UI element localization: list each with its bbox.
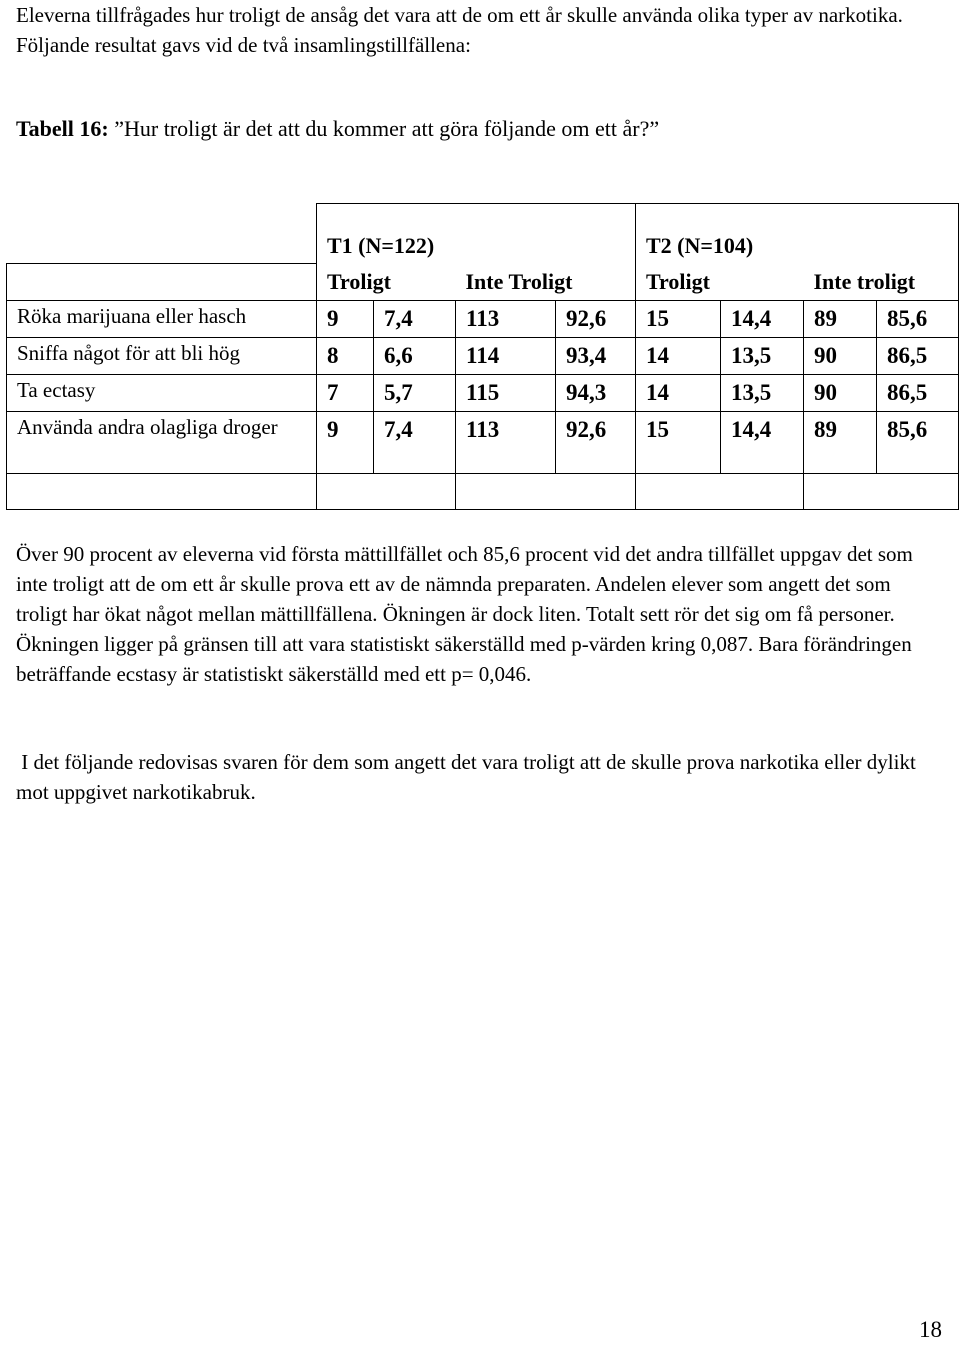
table-cell: 13,5 [721, 374, 804, 411]
table-cell: 15 [636, 300, 721, 337]
table-cell: 9 [317, 411, 374, 473]
table-cell: 113 [456, 300, 556, 337]
subheader-t1-troligt: Troligt [317, 264, 456, 301]
table-row [7, 374, 959, 411]
intro-paragraph: Eleverna tillfrågades hur troligt de ansåg det vara att de om ett år skulle använda olika typer av narkotika. Följande resultat gavs vid de två insamlingstillfällena: [16, 3, 903, 57]
table-cell: 90 [804, 337, 877, 374]
table-row [7, 337, 959, 374]
table-cell: 7,4 [374, 411, 456, 473]
table-cell: 14,4 [721, 300, 804, 337]
table-cell: 6,6 [374, 337, 456, 374]
table-caption [16, 114, 946, 144]
body-paragraph-2: I det följande redovisas svaren för dem som angett det vara troligt att de skulle prova narkotika eller dylikt mot uppgivet narkotikabruk. [16, 750, 922, 804]
row-label: Använda andra olagliga droger [7, 411, 317, 473]
table-cell: 92,6 [556, 411, 636, 473]
table-cell: 89 [804, 300, 877, 337]
body-paragraph-1: Över 90 procent av eleverna vid första mättillfället och 85,6 procent vid det andra tillfället uppgav det som inte troligt att de om ett år skulle prova ett av de nämnda preparaten. Andelen elever som angett det som troligt har ökat något mellan mättillfällena. Ökningen är dock liten. Totalt sett rör det sig om få personer. Ökningen ligger på gränsen till att vara statistiskt säkerställd med p-värden kring 0,087. Bara förändringen beträffande ecstasy är statistiskt säkerställd med ett p= 0,046. [16, 542, 913, 686]
table-cell: 8 [317, 337, 374, 374]
table-cell: 5,7 [374, 374, 456, 411]
table-cell: 93,4 [556, 337, 636, 374]
table-cell: 7 [317, 374, 374, 411]
table-subheader-row [7, 264, 959, 301]
subheader-t2-inte-troligt: Inte troligt [804, 264, 959, 301]
table-row [7, 411, 959, 473]
table-cell: 9 [317, 300, 374, 337]
subheader-t2-troligt: Troligt [636, 264, 804, 301]
table-row [7, 300, 959, 337]
table-cell: 114 [456, 337, 556, 374]
table-cell: 14 [636, 374, 721, 411]
table-caption-label: Tabell 16: [16, 116, 109, 141]
table-cell: 14 [636, 337, 721, 374]
table-group-header-row [7, 204, 959, 264]
table-cell: 7,4 [374, 300, 456, 337]
table-empty-row [7, 473, 959, 509]
table-cell: 115 [456, 374, 556, 411]
row-label: Ta ectasy [7, 374, 317, 411]
results-table [6, 203, 959, 510]
row-label: Röka marijuana eller hasch [7, 300, 317, 337]
row-label: Sniffa något för att bli hög [7, 337, 317, 374]
table-cell: 85,6 [877, 300, 959, 337]
table-cell: 94,3 [556, 374, 636, 411]
table-caption-text: ”Hur troligt är det att du kommer att göra följande om ett år?” [114, 116, 660, 141]
group-header-t2: T2 (N=104) [636, 204, 959, 264]
table-cell: 15 [636, 411, 721, 473]
table-cell: 14,4 [721, 411, 804, 473]
table-cell: 90 [804, 374, 877, 411]
table-cell: 85,6 [877, 411, 959, 473]
subheader-t1-inte-troligt: Inte Troligt [465, 268, 573, 294]
table-cell: 92,6 [556, 300, 636, 337]
group-header-t1: T1 (N=122) [317, 204, 636, 264]
table-cell: 113 [456, 411, 556, 473]
table-cell: 86,5 [877, 337, 959, 374]
table-cell: 86,5 [877, 374, 959, 411]
page-number: 18 [919, 1317, 942, 1342]
table-cell: 13,5 [721, 337, 804, 374]
table-cell: 89 [804, 411, 877, 473]
